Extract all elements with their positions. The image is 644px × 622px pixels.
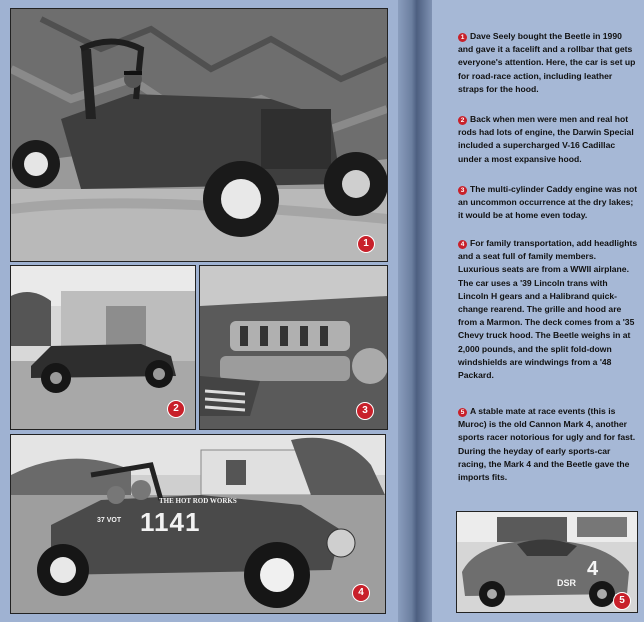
caption-text: The multi-cylinder Caddy engine was not an uncommon occurrence at the dry lakes; it would be at home even today. bbox=[458, 184, 638, 221]
car-number-1141: 1141 bbox=[140, 507, 201, 537]
caption-text: A stable mate at race events (this is Muroc) is the old Cannon Mark 4, another sports racer notorious for ugly and for fast. During the heyday of early sports-car racing, the Mark 4 and the Beetle gave the imports fits. bbox=[458, 406, 636, 483]
photo-5-cannon-mark4 bbox=[456, 511, 638, 613]
photo-badge: 2 bbox=[167, 400, 185, 418]
caption-text: Back when men were men and real hot rods had lots of engine, the Darwin Special included a supercharged V-16 Cadillac under a most expansive hood. bbox=[458, 114, 634, 164]
photo-badge: 5 bbox=[613, 592, 631, 610]
photo-badge: 1 bbox=[357, 235, 375, 253]
caption-3 bbox=[458, 183, 638, 223]
caption-text: For family transportation, add headlights and a seat full of family members. Luxurious seats are from a WWII airplane. The car uses a '39 Lincoln trans with Lincoln H gears and a Halibrand quick-change rearend. The grille and hood are from a Marmon. The deck comes from a '35 Chevy truck hood. The Beetle weighs in at 2,000 pounds, and the split fold-down windshields are windwings from a '48 Packard. bbox=[458, 238, 638, 381]
caption-number-badge: 5 bbox=[458, 408, 467, 417]
hood-lettering: THE HOT ROD WORKS bbox=[159, 497, 237, 505]
door-lettering: 37 VOT bbox=[97, 517, 122, 524]
caption-5 bbox=[458, 405, 638, 484]
caption-number-badge: 3 bbox=[458, 186, 467, 195]
photo-badge: 3 bbox=[356, 402, 374, 420]
caption-2 bbox=[458, 113, 638, 166]
caption-number-badge: 2 bbox=[458, 116, 467, 125]
photo-1-roadster-rock bbox=[10, 8, 388, 262]
car-number-4: 4 bbox=[587, 558, 599, 580]
photo-3-v16-engine bbox=[199, 265, 388, 430]
caption-1 bbox=[458, 30, 638, 96]
photo-4-family-beetle bbox=[10, 434, 386, 614]
caption-4 bbox=[458, 237, 638, 382]
page-gutter bbox=[398, 0, 432, 622]
car-side-text: DSR bbox=[557, 578, 577, 588]
photo-badge: 4 bbox=[352, 584, 370, 602]
caption-number-badge: 1 bbox=[458, 33, 467, 42]
caption-number-badge: 4 bbox=[458, 240, 467, 249]
photo-2-darwin-special bbox=[10, 265, 196, 430]
caption-text: Dave Seely bought the Beetle in 1990 and gave it a facelift and a rollbar that gets everyone's attention. Here, the car is set up for road-race action, including leather straps for the hood. bbox=[458, 31, 636, 94]
